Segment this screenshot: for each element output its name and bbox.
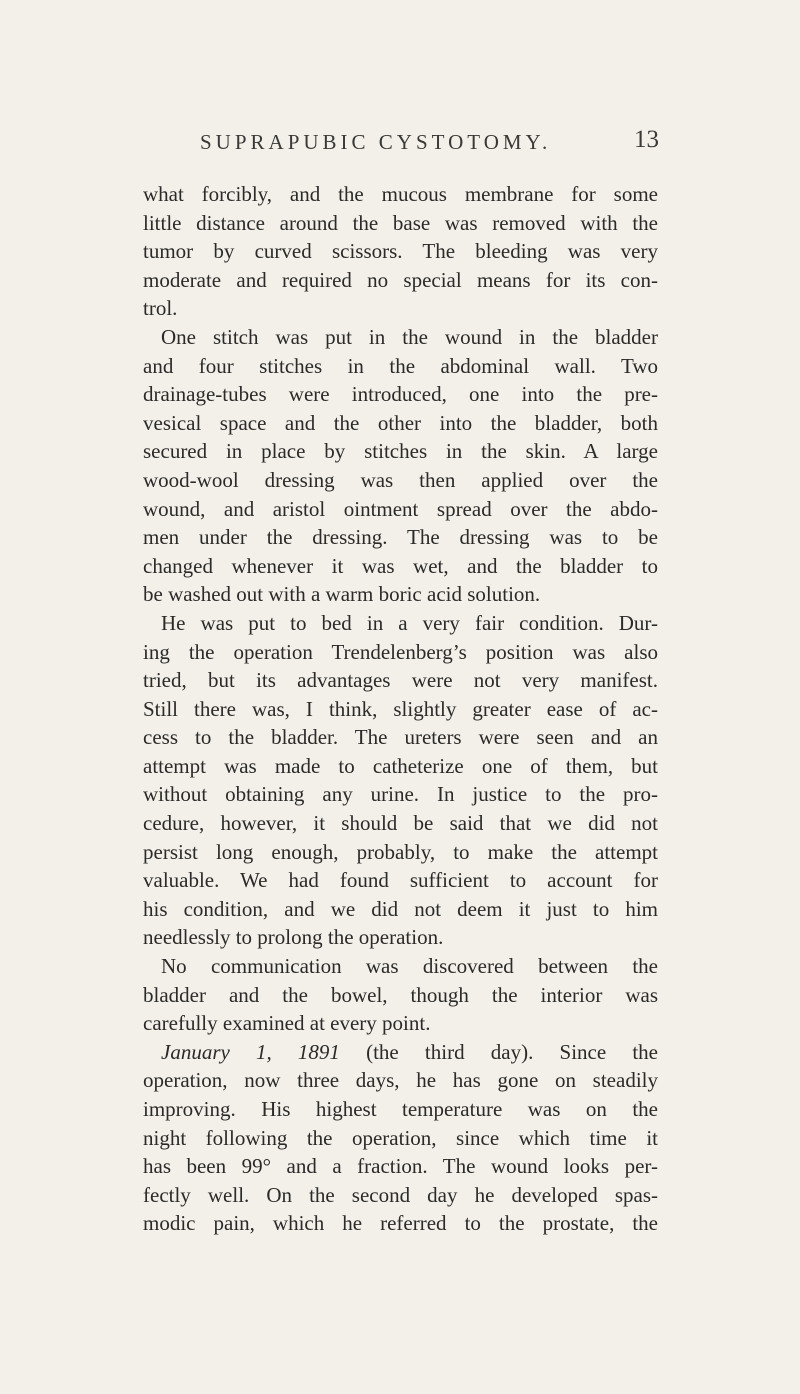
text-line: improving. His highest temperature was on the: [143, 1097, 658, 1121]
text-line: One stitch was put in the wound in the bladder: [161, 324, 658, 349]
text-line: has been 99° and a fraction. The wound looks per-: [143, 1154, 658, 1179]
text-line: trol.: [143, 296, 178, 321]
text-line: operation, now three days, he has gone on steadily: [143, 1068, 658, 1093]
text-line: men under the dressing. The dressing was to be: [143, 525, 658, 550]
text-line: bladder and the bowel, though the interior was: [143, 982, 658, 1007]
text-line: tried, but its advantages were not very manifest.: [143, 668, 658, 693]
body-text: [143, 180, 658, 1238]
text-line: He was put to bed in a very fair condition. Dur-: [161, 610, 658, 635]
text-line: secured in place by stitches in the skin. A large: [143, 439, 658, 464]
text-line: vesical space and the other into the bladder, both: [143, 410, 658, 435]
entry-date: January 1, 1891: [161, 1039, 340, 1064]
text-line: night following the operation, since which time it: [143, 1125, 658, 1150]
text-line: drainage-tubes were introduced, one into the pre-: [143, 382, 658, 407]
text-line: wound, and aristol ointment spread over the abdo-: [143, 496, 658, 521]
text-line: without obtaining any urine. In justice to the pro-: [143, 782, 658, 807]
text-line: his condition, and we did not deem it just to him: [143, 896, 658, 921]
text-line: carefully examined at every point.: [143, 1011, 431, 1036]
text-line: wood-wool dressing was then applied over the: [143, 467, 658, 492]
text-line: little distance around the base was removed with the: [143, 210, 658, 235]
text-line: and four stitches in the abdominal wall. Two: [143, 353, 658, 378]
running-head: SUPRAPUBIC CYSTOTOMY.: [200, 130, 552, 154]
entry-first-line-text: (the third day). Since the: [366, 1039, 658, 1064]
text-line: moderate and required no special means for its con-: [143, 267, 658, 292]
text-line: be washed out with a warm boric acid solution.: [143, 582, 541, 607]
text-line: persist long enough, probably, to make the attempt: [143, 839, 658, 864]
text-line: ing the operation Trendelenberg’s position was also: [143, 639, 658, 664]
text-line: cedure, however, it should be said that we did not: [143, 811, 658, 836]
text-line: No communication was discovered between the: [161, 954, 658, 979]
text-line: cess to the bladder. The ureters were seen and an: [143, 725, 658, 750]
text-line: fectly well. On the second day he developed spas-: [143, 1182, 658, 1207]
text-line: Still there was, I think, slightly greater ease of ac-: [143, 696, 658, 721]
text-line: needlessly to prolong the operation.: [143, 925, 444, 950]
page-number: 13: [634, 126, 659, 153]
text-line: what forcibly, and the mucous membrane for some: [143, 182, 658, 206]
text-line: changed whenever it was wet, and the bladder to: [143, 553, 658, 578]
dated-entry-first-line: [143, 1038, 658, 1067]
text-line: valuable. We had found sufficient to account for: [143, 868, 658, 893]
text-line: tumor by curved scissors. The bleeding was very: [143, 239, 658, 264]
text-line: modic pain, which he referred to the prostate, the: [143, 1211, 658, 1236]
text-line: attempt was made to catheterize one of them, but: [143, 753, 658, 778]
